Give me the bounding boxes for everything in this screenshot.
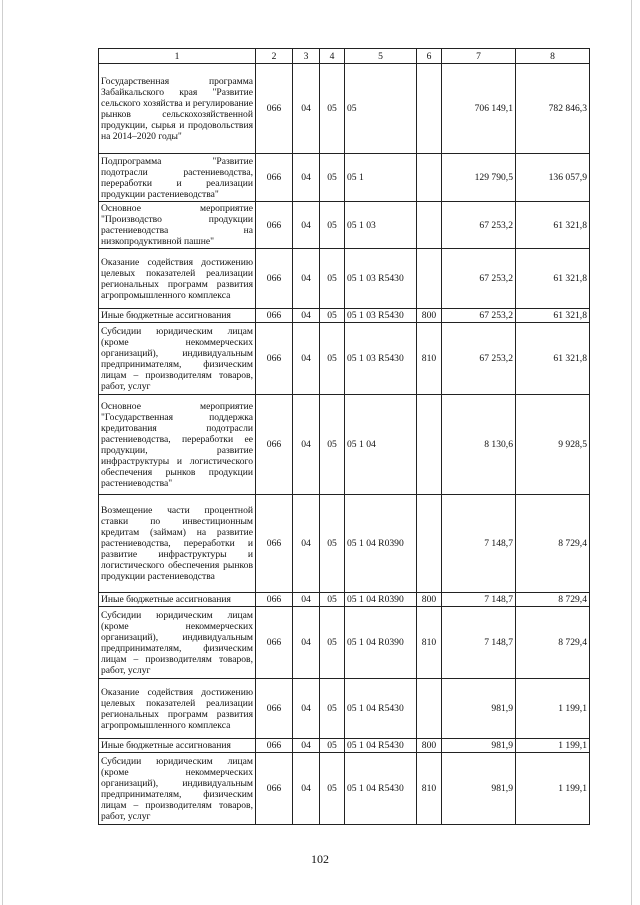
row-name-cell: Оказание содействия достижению целевых показателей реализации региональных программ развития агропромышленного комплекса: [99, 249, 256, 309]
ministry-code-cell: 066: [256, 64, 293, 154]
section-code-cell: 04: [293, 607, 320, 679]
amount-year1-cell: 67 253,2: [442, 202, 516, 249]
expense-type-cell: 810: [417, 607, 442, 679]
col-header-5: 5: [345, 49, 417, 64]
table-row: [99, 753, 590, 825]
expense-type-cell: 800: [417, 593, 442, 607]
row-name-cell: Иные бюджетные ассигнования: [99, 309, 256, 323]
col-header-8: 8: [516, 49, 590, 64]
ministry-code-cell: 066: [256, 593, 293, 607]
subsection-code-cell: 05: [320, 202, 345, 249]
amount-year2-cell: 1 199,1: [516, 739, 590, 753]
section-code-cell: 04: [293, 249, 320, 309]
section-code-cell: 04: [293, 739, 320, 753]
subsection-code-cell: 05: [320, 323, 345, 395]
amount-year1-cell: 8 130,6: [442, 395, 516, 495]
col-header-4: 4: [320, 49, 345, 64]
row-name-cell: Оказание содействия достижению целевых показателей реализации региональных программ развития агропромышленного комплекса: [99, 679, 256, 739]
amount-year2-cell: 8 729,4: [516, 593, 590, 607]
subsection-code-cell: 05: [320, 607, 345, 679]
expense-type-cell: 800: [417, 309, 442, 323]
table-row: [99, 739, 590, 753]
ministry-code-cell: 066: [256, 753, 293, 825]
table-row: [99, 495, 590, 593]
row-name-cell: Субсидии юридическим лицам (кроме некоммерческих организаций), индивидуальным предпринимателям, физическим лицам – производителям товаров, работ, услуг: [99, 323, 256, 395]
section-code-cell: 04: [293, 154, 320, 202]
expense-type-cell: 800: [417, 739, 442, 753]
section-code-cell: 04: [293, 593, 320, 607]
expense-type-cell: [417, 154, 442, 202]
ministry-code-cell: 066: [256, 309, 293, 323]
amount-year2-cell: 782 846,3: [516, 64, 590, 154]
section-code-cell: 04: [293, 323, 320, 395]
subsection-code-cell: 05: [320, 249, 345, 309]
target-article-cell: 05 1 03 R5430: [345, 309, 417, 323]
amount-year1-cell: 67 253,2: [442, 309, 516, 323]
table-row: [99, 607, 590, 679]
row-name-cell: Основное мероприятие "Государственная поддержка кредитования подотрасли растениеводства, переработки ее продукции, развитие инфраструктуры и логистического обеспечения рынков продукции растениеводства": [99, 395, 256, 495]
ministry-code-cell: 066: [256, 739, 293, 753]
amount-year2-cell: 61 321,8: [516, 323, 590, 395]
section-code-cell: 04: [293, 202, 320, 249]
target-article-cell: 05 1 03: [345, 202, 417, 249]
subsection-code-cell: 05: [320, 495, 345, 593]
target-article-cell: 05 1 04: [345, 395, 417, 495]
page-number: 102: [311, 852, 329, 866]
amount-year1-cell: 7 148,7: [442, 495, 516, 593]
row-name-cell: Субсидии юридическим лицам (кроме некоммерческих организаций), индивидуальным предпринимателям, физическим лицам – производителям товаров, работ, услуг: [99, 607, 256, 679]
subsection-code-cell: 05: [320, 64, 345, 154]
target-article-cell: 05 1 04 R0390: [345, 593, 417, 607]
section-code-cell: 04: [293, 495, 320, 593]
ministry-code-cell: 066: [256, 395, 293, 495]
amount-year1-cell: 706 149,1: [442, 64, 516, 154]
budget-table: [98, 48, 590, 825]
amount-year1-cell: 7 148,7: [442, 593, 516, 607]
table-row: [99, 64, 590, 154]
subsection-code-cell: 05: [320, 154, 345, 202]
target-article-cell: 05: [345, 64, 417, 154]
ministry-code-cell: 066: [256, 679, 293, 739]
amount-year2-cell: 1 199,1: [516, 753, 590, 825]
expense-type-cell: [417, 679, 442, 739]
table-body: [99, 64, 590, 825]
amount-year2-cell: 61 321,8: [516, 202, 590, 249]
col-header-7: 7: [442, 49, 516, 64]
ministry-code-cell: 066: [256, 202, 293, 249]
amount-year1-cell: 981,9: [442, 739, 516, 753]
ministry-code-cell: 066: [256, 495, 293, 593]
table-row: [99, 679, 590, 739]
amount-year2-cell: 8 729,4: [516, 607, 590, 679]
table-row: [99, 309, 590, 323]
col-header-3: 3: [293, 49, 320, 64]
expense-type-cell: 810: [417, 323, 442, 395]
ministry-code-cell: 066: [256, 323, 293, 395]
amount-year2-cell: 61 321,8: [516, 309, 590, 323]
subsection-code-cell: 05: [320, 593, 345, 607]
column-number-row: [99, 49, 590, 64]
expense-type-cell: 810: [417, 753, 442, 825]
subsection-code-cell: 05: [320, 395, 345, 495]
scan-edge-left: [2, 0, 3, 905]
section-code-cell: 04: [293, 679, 320, 739]
amount-year1-cell: 981,9: [442, 753, 516, 825]
ministry-code-cell: 066: [256, 249, 293, 309]
table-row: [99, 323, 590, 395]
table-row: [99, 154, 590, 202]
target-article-cell: 05 1 04 R5430: [345, 739, 417, 753]
col-header-1: 1: [99, 49, 256, 64]
expense-type-cell: [417, 64, 442, 154]
amount-year2-cell: 8 729,4: [516, 495, 590, 593]
target-article-cell: 05 1 03 R5430: [345, 323, 417, 395]
amount-year1-cell: 981,9: [442, 679, 516, 739]
target-article-cell: 05 1 04 R0390: [345, 495, 417, 593]
expense-type-cell: [417, 249, 442, 309]
target-article-cell: 05 1 04 R5430: [345, 679, 417, 739]
subsection-code-cell: 05: [320, 753, 345, 825]
amount-year2-cell: 61 321,8: [516, 249, 590, 309]
target-article-cell: 05 1 04 R0390: [345, 607, 417, 679]
amount-year1-cell: 67 253,2: [442, 323, 516, 395]
target-article-cell: 05 1: [345, 154, 417, 202]
section-code-cell: 04: [293, 64, 320, 154]
subsection-code-cell: 05: [320, 739, 345, 753]
expense-type-cell: [417, 395, 442, 495]
table-row: [99, 202, 590, 249]
amount-year2-cell: 1 199,1: [516, 679, 590, 739]
table-row: [99, 593, 590, 607]
row-name-cell: Иные бюджетные ассигнования: [99, 739, 256, 753]
row-name-cell: Возмещение части процентной ставки по инвестиционным кредитам (займам) на развитие растениеводства, переработки и развитие инфраструктуры и логистического обеспечения рынков продукции растениеводства: [99, 495, 256, 593]
amount-year2-cell: 9 928,5: [516, 395, 590, 495]
row-name-cell: Государственная программа Забайкальского края "Развитие сельского хозяйства и регулирование рынков сельскохозяйственной продукции, сырья и продовольствия на 2014–2020 годы": [99, 64, 256, 154]
row-name-cell: Иные бюджетные ассигнования: [99, 593, 256, 607]
table-row: [99, 395, 590, 495]
target-article-cell: 05 1 04 R5430: [345, 753, 417, 825]
amount-year1-cell: 129 790,5: [442, 154, 516, 202]
section-code-cell: 04: [293, 395, 320, 495]
amount-year2-cell: 136 057,9: [516, 154, 590, 202]
ministry-code-cell: 066: [256, 607, 293, 679]
ministry-code-cell: 066: [256, 154, 293, 202]
section-code-cell: 04: [293, 753, 320, 825]
amount-year1-cell: 7 148,7: [442, 607, 516, 679]
row-name-cell: Основное мероприятие "Производство продукции растениеводства на низкопродуктивной пашне": [99, 202, 256, 249]
row-name-cell: Подпрограмма "Развитие подотрасли растениеводства, переработки и реализации продукции растениеводства": [99, 154, 256, 202]
target-article-cell: 05 1 03 R5430: [345, 249, 417, 309]
expense-type-cell: [417, 495, 442, 593]
col-header-2: 2: [256, 49, 293, 64]
amount-year1-cell: 67 253,2: [442, 249, 516, 309]
row-name-cell: Субсидии юридическим лицам (кроме некоммерческих организаций), индивидуальным предпринимателям, физическим лицам – производителям товаров, работ, услуг: [99, 753, 256, 825]
col-header-6: 6: [417, 49, 442, 64]
section-code-cell: 04: [293, 309, 320, 323]
subsection-code-cell: 05: [320, 309, 345, 323]
scan-edge-right: [631, 0, 632, 905]
subsection-code-cell: 05: [320, 679, 345, 739]
expense-type-cell: [417, 202, 442, 249]
table-row: [99, 249, 590, 309]
